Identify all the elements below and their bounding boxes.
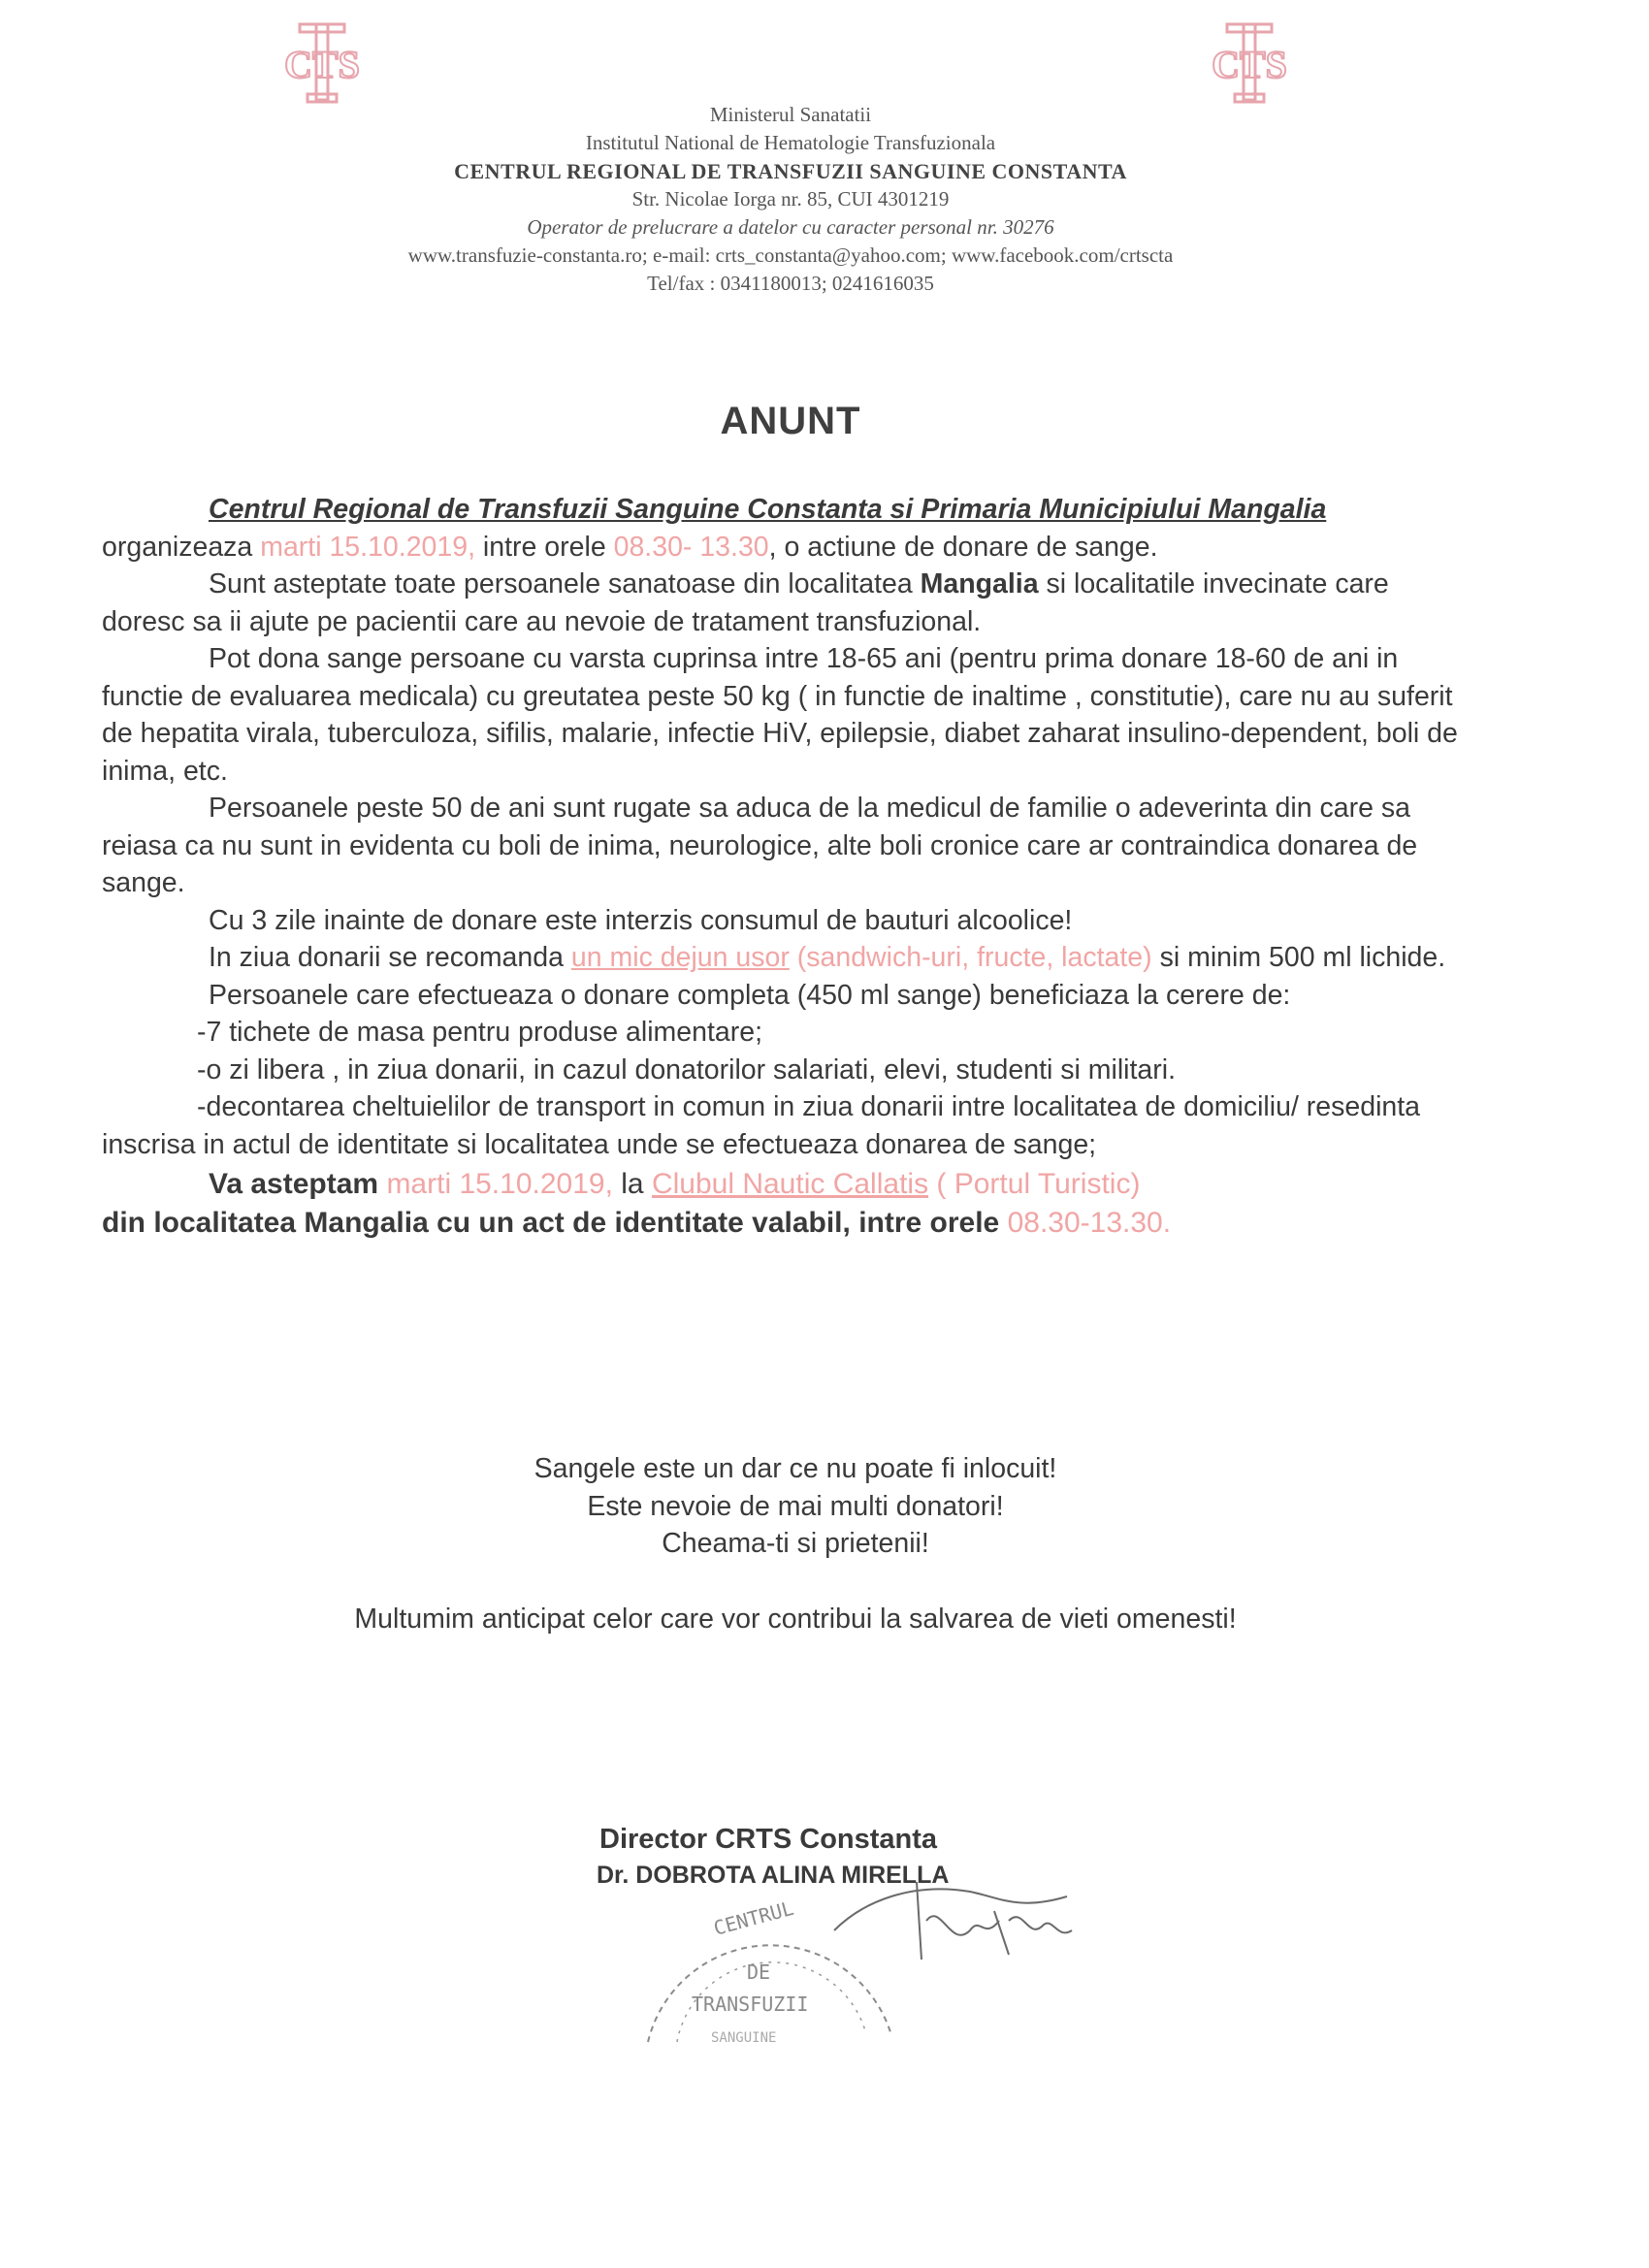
benefit-item: -o zi libera , in ziua donarii, in cazul donatorilor salariati, elevi, studenti si militari.	[197, 1053, 1177, 1085]
contact-line: www.transfuzie-constanta.ro; e-mail: crts_constanta@yahoo.com; www.facebook.com/crtscta	[407, 243, 1174, 267]
closing-slogans	[0, 1450, 1591, 1563]
director-name: Dr. DOBROTA ALINA MIRELLA	[597, 1862, 950, 1889]
director-role: Director CRTS Constanta	[599, 1824, 938, 1855]
event-date: marti 15.10.2019,	[260, 531, 476, 563]
benefits-intro: Persoanele care efectueaza o donare completa (450 ml sange) beneficiaza la cerere de:	[209, 979, 1291, 1011]
crts-logo-left	[278, 19, 366, 107]
final-la: la	[612, 1168, 652, 1200]
announcement-body	[102, 491, 1479, 1243]
svg-text:TRANSFUZII: TRANSFUZII	[692, 1993, 809, 2016]
alcohol-warning: Cu 3 zile inainte de donare este interzis consumul de bauturi alcoolice!	[209, 904, 1073, 936]
benefit-item: -7 tichete de masa pentru produse alimentare;	[197, 1017, 762, 1048]
announcement-title: ANUNT	[720, 400, 861, 442]
invitation-pre: Sunt asteptate toate persoanele sanatoase din localitatea	[209, 568, 921, 599]
svg-text:SANGUINE: SANGUINE	[711, 2030, 777, 2046]
breakfast-pre: In ziua donarii se recomanda	[209, 942, 571, 973]
slogan-line: Cheama-ti si prietenii!	[662, 1528, 929, 1559]
data-operator-line: Operator de prelucrare a datelor cu caracter personal nr. 30276	[527, 215, 1054, 239]
slogan-line: Sangele este un dar ce nu poate fi inlocuit!	[534, 1453, 1057, 1484]
invitation-paragraph	[102, 566, 1479, 640]
eligibility-paragraph: Pot dona sange persoane cu varsta cuprinsa intre 18-65 ani (pentru prima donare 18-60 de ani in functie de evaluarea medicala) cu greutatea peste 50 kg ( in functie de inaltime , constitutie), care nu au suferit de hepatita virala, tuberculoza, sifilis, malarie, infectie HiV, epilepsie, diabet zaharat insulino-dependent, boli de inima, etc.	[102, 643, 1458, 787]
over-50-paragraph: Persoanele peste 50 de ani sunt rugate sa aduca de la medicul de familie o adeverinta din care sa reiasa ca nu sunt in evidenta cu boli de inima, neurologice, alte boli cronice care ar contraindica donarea de sange.	[102, 793, 1418, 898]
intro-paragraph	[102, 491, 1479, 566]
breakfast-link: un mic dejun usor	[570, 942, 790, 973]
thanks-line: Multumim anticipat celor care vor contribui la salvarea de vieti omenesti!	[354, 1604, 1237, 1635]
handwritten-signature	[824, 1863, 1096, 1979]
svg-text:DE: DE	[747, 1960, 771, 1984]
svg-text:CTS: CTS	[284, 43, 360, 86]
center-address: Str. Nicolae Iorga nr. 85, CUI 4301219	[631, 187, 950, 211]
final-pre: Va asteptam	[209, 1168, 387, 1200]
final-hours: 08.30-13.30.	[1007, 1207, 1172, 1239]
intro-hours-label: intre orele	[475, 531, 614, 563]
institute-name: Institutul National de Hematologie Transfuzionala	[585, 131, 996, 154]
letterhead	[242, 101, 1339, 298]
organizers: Centrul Regional de Transfuzii Sanguine Constanta si Primaria Municipiului Mangalia	[209, 494, 1327, 525]
intro-rest: , o actiune de donare de sange.	[768, 531, 1158, 563]
venue-name: Clubul Nautic Callatis	[651, 1168, 929, 1200]
city-name: Mangalia	[920, 568, 1039, 599]
venue-detail: ( Portul Turistic)	[928, 1168, 1141, 1200]
event-hours: 08.30- 13.30	[613, 531, 769, 563]
breakfast-examples: (sandwich-uri, fructe, lactate)	[789, 942, 1152, 973]
final-mid: din localitatea Mangalia cu un act de identitate valabil, intre orele	[102, 1207, 1008, 1239]
svg-text:CENTRUL: CENTRUL	[711, 1895, 796, 1940]
invitation-post: si localitatile invecinate care doresc sa ii ajute pe pacientii care au nevoie de tratament transfuzional.	[102, 568, 1389, 637]
final-date: marti 15.10.2019,	[386, 1168, 613, 1200]
intro-verb: organizeaza	[102, 531, 261, 563]
phone-line: Tel/fax : 0341180013; 0241616035	[647, 272, 934, 295]
final-invitation	[102, 1165, 1479, 1243]
benefit-item: -decontarea cheltuielilor de transport in comun in ziua donarii intre localitatea de domiciliu/ resedinta inscrisa in actul de identitate si localitatea unde se efectueaza donarea de sange;	[102, 1091, 1421, 1160]
slogan-line: Este nevoie de mai multi donatori!	[587, 1490, 1004, 1522]
svg-text:CTS: CTS	[1212, 43, 1287, 86]
breakfast-post: si minim 500 ml lichide.	[1151, 942, 1446, 973]
ministry-name: Ministerul Sanatatii	[709, 103, 872, 126]
center-name: CENTRUL REGIONAL DE TRANSFUZII SANGUINE CONSTANTA	[454, 159, 1127, 183]
crts-logo-right	[1206, 19, 1293, 107]
breakfast-recommendation	[102, 939, 1479, 977]
